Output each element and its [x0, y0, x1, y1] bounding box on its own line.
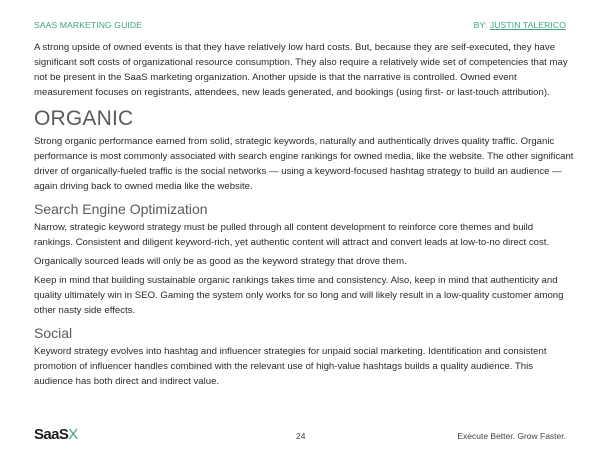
tagline: Execute Better. Grow Faster.	[457, 431, 566, 441]
social-paragraph: Keyword strategy evolves into hashtag and influencer strategies for unpaid social marketing. Identification and consistent promotion of influencer handles combined with the relevant use of high-value hashtags builds a quality audience. This audience has both direct and indirect value.	[34, 346, 547, 387]
seo-paragraph-1: Narrow, strategic keyword strategy must be pulled through all content development to reinforce core themes and build rankings. Consistent and diligent keyword-rich, yet authentic content will attract and convert leads at low-to-no direct cost.	[34, 222, 550, 248]
saasx-logo	[34, 426, 78, 443]
logo-accent: X	[68, 426, 78, 443]
page-header	[34, 20, 566, 34]
byline	[474, 20, 566, 30]
page-number: 24	[296, 431, 306, 441]
page-content	[34, 40, 574, 389]
seo-heading: Search Engine Optimization	[34, 201, 208, 217]
byline-label: BY:	[473, 20, 490, 30]
seo-paragraph-3: Keep in mind that building sustainable organic rankings takes time and consistency. Also, keep in mind that authenticity and quality ultimately win in SEO. Gaming the system only works for so long and will likely result in a low-quality customer among other nasty side effects.	[34, 275, 564, 316]
social-heading: Social	[34, 325, 73, 341]
intro-paragraph: A strong upside of owned events is that they have relatively low hard costs. But, because they are self-executed, they have significant soft costs of organizational resource consumption. They also require a relatively wide set of competencies that may not be present in the SaaS marketing organization. Another upside is that the narrative is controlled. Owned event measurement focuses on registrants, attendees, new leads generated, and bookings (using first- or last-touch attribution).	[34, 42, 568, 98]
organic-paragraph: Strong organic performance earned from solid, strategic keywords, naturally and authentically drives quality traffic. Organic performance is most commonly associated with search engine rankings for owned media, like the website. The other significant driver of organically-fueled traffic is the social networks — using a keyword-focused hashtag strategy to build an audience — again driving back to owned media like the website.	[34, 136, 574, 192]
page-footer	[34, 426, 566, 446]
author-link[interactable]: JUSTIN TALERICO	[489, 20, 566, 30]
seo-paragraph-2: Organically sourced leads will only be as good as the keyword strategy that drove them.	[34, 256, 407, 267]
guide-title: SAAS MARKETING GUIDE	[34, 20, 143, 30]
logo-text: SaaS	[34, 426, 69, 443]
organic-heading: ORGANIC	[34, 107, 134, 130]
